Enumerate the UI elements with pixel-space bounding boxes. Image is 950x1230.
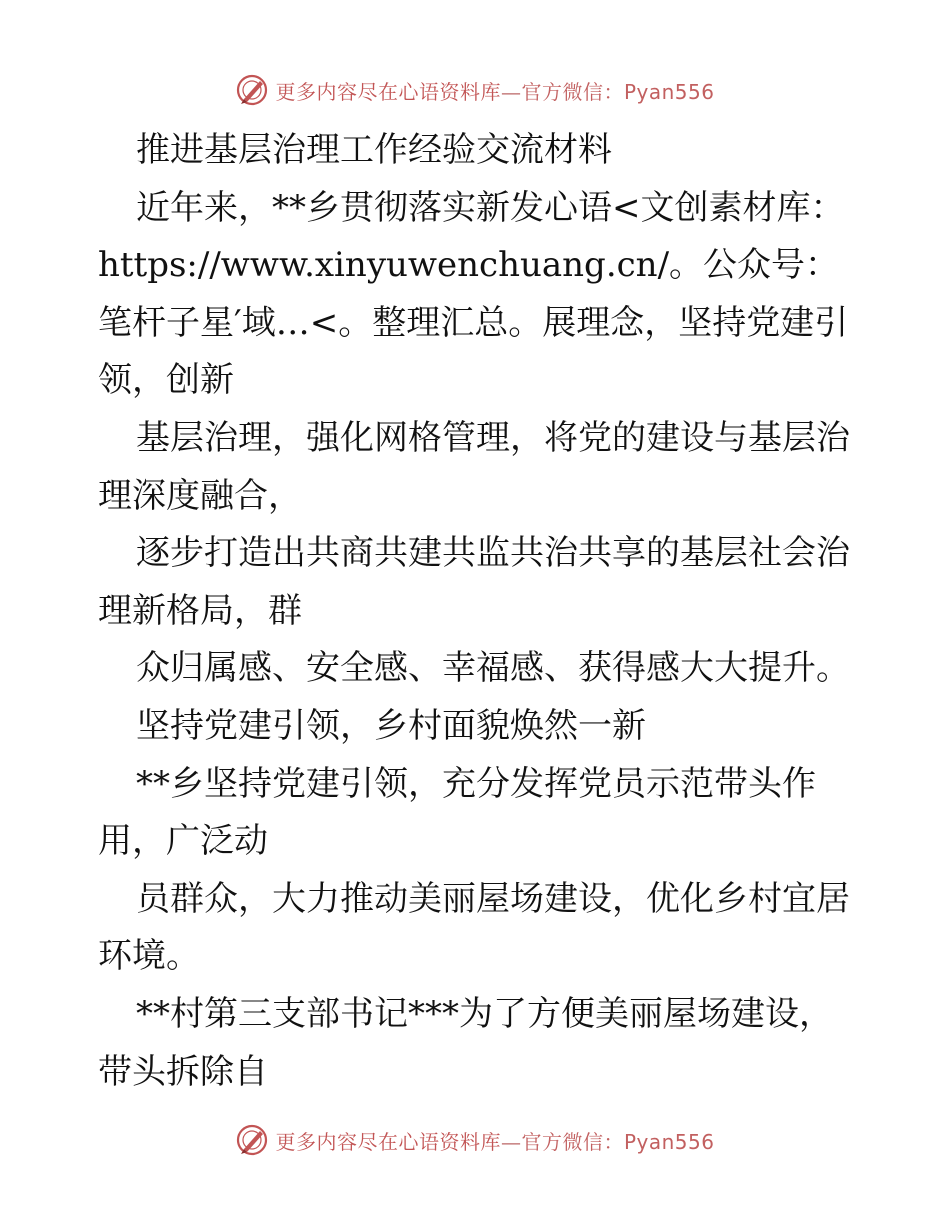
document-body [98, 122, 858, 1101]
banner-text [275, 1126, 714, 1155]
paragraph-4: 众归属感、安全感、幸福感、获得感大大提升。 [136, 648, 850, 689]
banner-wechat-text: 官方微信：Pyan556 [521, 1129, 715, 1154]
paragraph-2: 基层治理，强化网格管理，将党的建设与基层治理深度融合， [98, 417, 850, 516]
paragraph-6: **乡坚持党建引领，充分发挥党员示范带头作用，广泛动 [98, 763, 816, 862]
paragraph-7: 员群众，大力推动美丽屋场建设，优化乡村宜居环境。 [98, 878, 850, 977]
document-title: 推进基层治理工作经验交流材料 [136, 130, 612, 170]
paragraph-intro: 近年来，**乡贯彻落实新发心语<文创素材库：https://www.xinyuwenchuang.cn/。公众号：笔杆子星′域…<。整理汇总。展理念，坚持党建引领，创新 [98, 187, 849, 401]
banner-main-text: 更多内容尽在心语资料库 [275, 79, 501, 104]
footer-watermark-banner [0, 1120, 950, 1160]
pen-seal-icon [235, 1123, 269, 1157]
banner-content [235, 73, 714, 107]
header-watermark-banner [0, 70, 950, 110]
banner-content [235, 1123, 714, 1157]
banner-separator: — [500, 79, 522, 104]
banner-main-text: 更多内容尽在心语资料库 [275, 1129, 501, 1154]
pen-seal-icon [235, 73, 269, 107]
banner-separator: — [500, 1129, 522, 1154]
banner-wechat-text: 官方微信：Pyan556 [521, 79, 715, 104]
section-heading: 坚持党建引领，乡村面貌焕然一新 [136, 705, 646, 746]
banner-text [275, 76, 714, 105]
paragraph-3: 逐步打造出共商共建共监共治共享的基层社会治理新格局，群 [98, 533, 850, 631]
paragraph-8: **村第三支部书记***为了方便美丽屋场建设，带头拆除自 [98, 993, 833, 1092]
